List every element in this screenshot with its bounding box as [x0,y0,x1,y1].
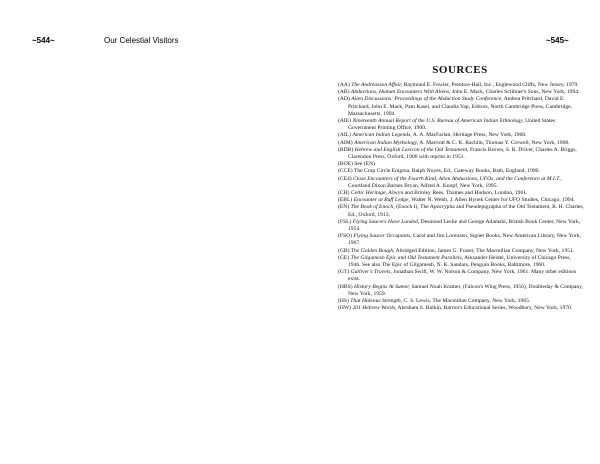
source-title: The Gilgamesh Epic and Old Testament Parallels, [350,254,464,261]
source-details: Courtland Dixon Barnes Bryan, Alfred A. Knopf, New York, 1995. [348,182,498,189]
source-tag: (AA) [338,82,352,88]
source-entry [338,96,584,118]
source-tag: (AB) [338,89,351,96]
source-details: C. S. Lewis, The Macmillan Company, New York, 1965. [402,298,531,305]
source-entry [338,305,584,312]
source-tag: (EN) [338,204,351,211]
source-details: Andrea Pritchard, David E. Pritchard, John E. Mack, Pam Kasei, and Claudia Yap, Editors, North Cambridge Press, Cambridge, Massachusetts, 1994. [348,96,573,117]
source-entry [338,147,584,161]
source-tag: (HBS) [338,283,355,290]
source-entry [338,255,584,269]
source-tag: (BOE) [338,161,355,168]
source-details: Abridged Edition, James G. Frazer, The Macmillan Company, New York, 1951. [394,247,575,254]
source-details: Raymond E. Fowler, Prentice-Hall, Inc., Englewood Cliffs, New Jersey, 1979. [402,82,579,88]
source-title: That Hideous Strength, [350,298,403,305]
source-title: Encounter at Buff Ledge, [353,197,410,204]
source-tag: (GB) [338,247,351,254]
source-tag: (HS) [338,298,351,305]
source-title: Flying Saucer Occupants, [353,233,412,240]
source-tag: (GT) [338,269,351,276]
source-tag: (CH) [338,190,351,197]
source-title: American Indian Legends, [352,132,412,139]
source-title: The Book of Enoch, [350,204,395,211]
source-tag: (CE4) [338,175,354,182]
source-details: A. A. MacFarlan, Heritage Press, New York, 1968. [411,132,527,139]
source-title: American Indian Mythology, [354,139,419,146]
source-details: Walter N. Webb, J. Allen Hynek Center for UFO Studies, Chicago, 1994. [409,197,575,204]
source-tag: (FSO) [338,233,354,240]
source-title: The Golden Bough, [350,247,395,254]
source-title: Gulliver's Travels, [350,269,392,276]
source-title: Abductions, Human Encounters With Aliens, [350,89,451,96]
source-entry [338,140,584,147]
source-details: Samuel Noah Kramer, (Falcon's Wing Press, 1956), Doubleday & Company, New York, 1959. [348,283,584,297]
source-tag: (FSL) [338,218,353,225]
source-details: Abraham S. Halkin, Barron's Educational Series, Woodbury, New York, 1970. [396,305,573,312]
source-title: History Begins At Sumer, [354,283,411,290]
source-title: Nineteenth Annual Report of the U.S. Bureau of American Indian Ethnology, [352,118,524,125]
source-title: Close Encounters of the Fourth Kind, Alien Abductions, UFOs, and the Conference at M.I.T., [353,175,562,182]
right-page-number: ~545~ [546,36,569,45]
source-entry [338,168,584,175]
left-page-number: ~544~ [32,36,55,45]
source-entry [338,248,584,255]
source-title: Flying Saucers Have Landed, [352,218,420,225]
source-title: 201 Hebrew Words, [352,305,397,312]
source-details: Carol and Jim Lorenzen, Signet Books, New American Library, New York, 1967. [348,233,581,247]
source-details: See (EN) [354,161,375,168]
source-details: Francis Brown, S. R. Driver, Charles A. Briggs, Clarendon Press, Oxford, 1906 with reprint in 1951. [348,146,577,161]
source-entry [338,269,584,283]
source-details: (Enoch I), The Apocrypha and Pseudepigrapha of the Old Testament, R. H. Charles, Ed., Oxford, 1913. [348,204,584,218]
source-details: Alwyn and Brinley Rees, Thames and Hudson, London, 1961. [386,190,528,197]
source-tag: (EBL) [338,197,354,204]
source-tag: (HW) [338,305,353,312]
sources-heading: SOURCES [432,64,488,76]
source-entry [338,219,584,233]
source-entry [338,284,584,298]
source-details: Jonathan Swift, W. W. Norton & Company, New York, 1961. Many other editions exist. [348,269,577,283]
source-details: Desmond Leslie and George Adamski, British Book Center, New York, 1954. [348,218,581,233]
source-tag: (CCE) [338,168,354,175]
source-title: Celtic Heritage, [350,190,387,197]
source-entry [338,176,584,190]
source-tag: (AD) [338,96,352,103]
source-details: John E. Mack, Charles Scribner's Sons, New York, 1994. [450,89,580,96]
source-entry [338,233,584,247]
source-tag: (BDB) [338,146,355,153]
source-tag: (AIM) [338,139,355,146]
source-tag: (GE) [338,254,351,261]
source-title: Alien Discussions: Proceedings of the Abduction Study Conference, [351,96,503,103]
source-entry [338,132,584,139]
source-tag: (AIL) [338,132,353,139]
source-details: Alexander Heidel, University of Chicago Press, 1946. See also The Epic of Gilgamesh, N. K. Sandars, Penguin Books, Baltimore, 1960. [348,254,571,269]
source-tag: (AIE) [338,118,353,125]
source-entry [338,204,584,218]
source-details: United States Government Printing Office, 1900. [348,118,556,132]
source-title: Hebrew and English Lexicon of the Old Testament, [354,146,469,153]
running-head: Our Celestial Visitors [104,36,179,45]
sources-list [338,82,584,313]
source-title: The Andreasson Affair, [351,82,403,88]
source-details: A. Marriott & C. K. Rachlin, Thomas Y. Crowell, New York, 1968. [418,139,570,146]
source-entry [338,118,584,132]
source-details: The Crop Circle Enigma, Ralph Noyes, Ed., Gateway Books, Bath, England, 1990. [353,168,540,175]
